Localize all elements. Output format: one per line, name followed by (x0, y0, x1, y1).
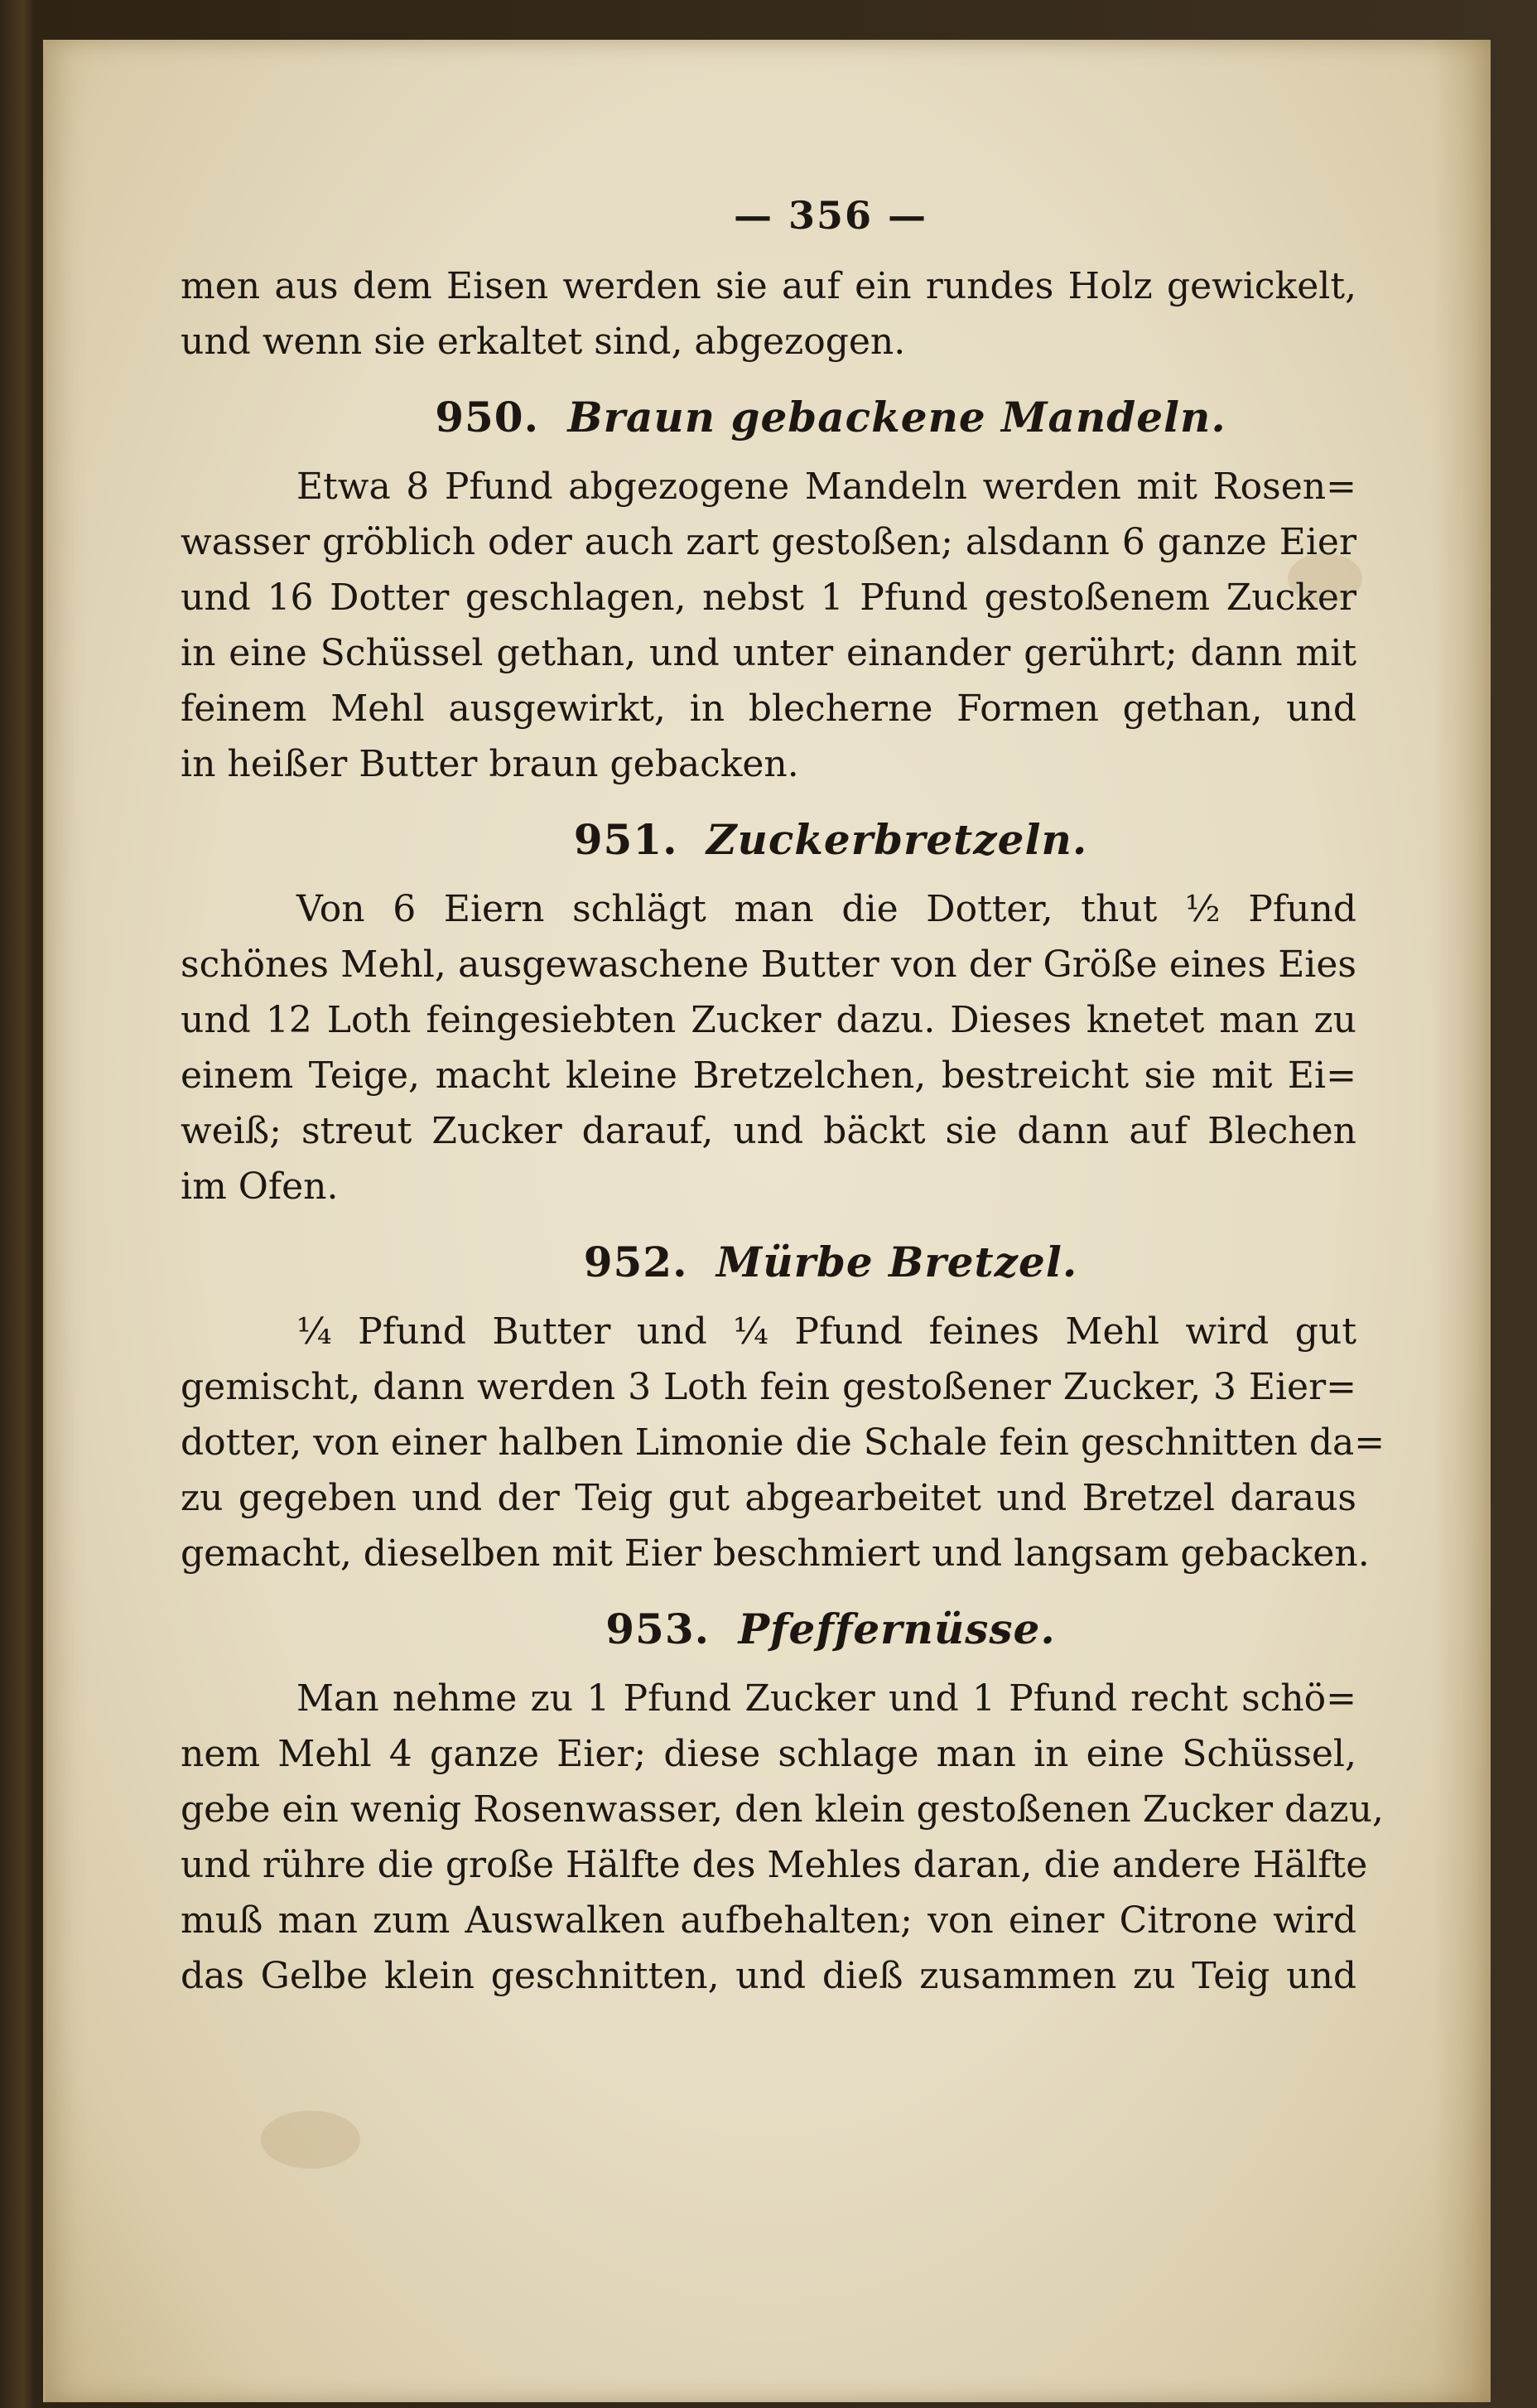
text-line: Etwa 8 Pfund abgezogene Mandeln werden mit Rosen= (296, 466, 1356, 508)
recipe-number: 951. (573, 815, 678, 864)
recipe-body (181, 459, 1356, 792)
recipe-body (181, 1671, 1384, 2004)
recipe-number: 952. (583, 1238, 688, 1286)
recipe-number: 950. (435, 393, 539, 442)
text-line: gemischt, dann werden 3 Loth fein gestoßener Zucker, 3 Eier= (181, 1366, 1356, 1408)
recipe-body (181, 1304, 1385, 1581)
text-line: im Ofen. (181, 1165, 339, 1208)
recipe-title: Zuckerbretzeln. (706, 815, 1088, 864)
text-line: men aus dem Eisen werden sie auf ein rundes Holz gewickelt, (181, 265, 1356, 307)
text-line: und rühre die große Hälfte des Mehles daran, die andere Hälfte (181, 1844, 1368, 1886)
recipe-952 (181, 1229, 1385, 1581)
page-text (181, 191, 1385, 2004)
recipe-953 (181, 1596, 1384, 2004)
recipe-number: 953. (605, 1605, 711, 1653)
text-line: nem Mehl 4 ganze Eier; diese schlage man in eine Schüssel, (181, 1733, 1356, 1775)
text-line: gemacht, dieselben mit Eier beschmiert und langsam gebacken. (181, 1532, 1370, 1575)
text-line: und 16 Dotter geschlagen, nebst 1 Pfund gestoßenem Zucker (181, 577, 1356, 619)
recipe-heading (181, 1229, 1356, 1296)
page-edge-shadow (1433, 40, 1491, 2402)
continuation-paragraph (181, 258, 1356, 369)
text-line: weiß; streut Zucker darauf, und bäckt sie dann auf Blechen (181, 1110, 1356, 1152)
text-line: muß man zum Auswalken aufbehalten; von einer Citrone wird (181, 1899, 1356, 1942)
text-line: und wenn sie erkaltet sind, abgezogen. (181, 321, 906, 363)
recipe-950 (181, 384, 1356, 792)
recipe-title: Pfeffernüsse. (738, 1605, 1056, 1653)
page-number: — 356 — (733, 193, 928, 238)
text-line: das Gelbe klein geschnitten, und dieß zusammen zu Teig und (181, 1955, 1356, 1997)
text-line: und 12 Loth feingesiebten Zucker dazu. Dieses knetet man zu (181, 999, 1356, 1041)
recipe-body (181, 881, 1356, 1214)
text-line: feinem Mehl ausgewirkt, in blecherne Formen gethan, und (181, 688, 1356, 730)
text-line: ¼ Pfund Butter und ¼ Pfund feines Mehl wird gut (296, 1310, 1356, 1353)
text-line: gebe ein wenig Rosenwasser, den klein gestoßenen Zucker dazu, (181, 1788, 1384, 1831)
text-line: dotter, von einer halben Limonie die Schale fein geschnitten da= (181, 1421, 1385, 1464)
text-line: in heißer Butter braun gebacken. (181, 743, 799, 785)
recipe-951 (181, 807, 1356, 1214)
text-line: Von 6 Eiern schlägt man die Dotter, thut ½ Pfund (296, 888, 1356, 930)
text-line: in eine Schüssel gethan, und unter einander gerührt; dann mit (181, 632, 1356, 674)
recipe-heading (181, 1596, 1356, 1662)
recipe-heading (181, 384, 1356, 451)
text-line: einem Teige, macht kleine Bretzelchen, bestreicht sie mit Ei= (181, 1054, 1356, 1097)
text-line: wasser gröblich oder auch zart gestoßen; alsdann 6 ganze Eier (181, 521, 1356, 563)
text-line: Man nehme zu 1 Pfund Zucker und 1 Pfund recht schö= (296, 1677, 1356, 1720)
paper-stain (261, 2111, 360, 2169)
recipe-title: Braun gebackene Mandeln. (567, 393, 1226, 442)
text-line: schönes Mehl, ausgewaschene Butter von der Größe eines Eies (181, 943, 1356, 986)
recipe-title: Mürbe Bretzel. (716, 1238, 1078, 1286)
recipe-heading (181, 807, 1356, 873)
text-line: zu gegeben und der Teig gut abgearbeitet und Bretzel daraus (181, 1477, 1356, 1519)
